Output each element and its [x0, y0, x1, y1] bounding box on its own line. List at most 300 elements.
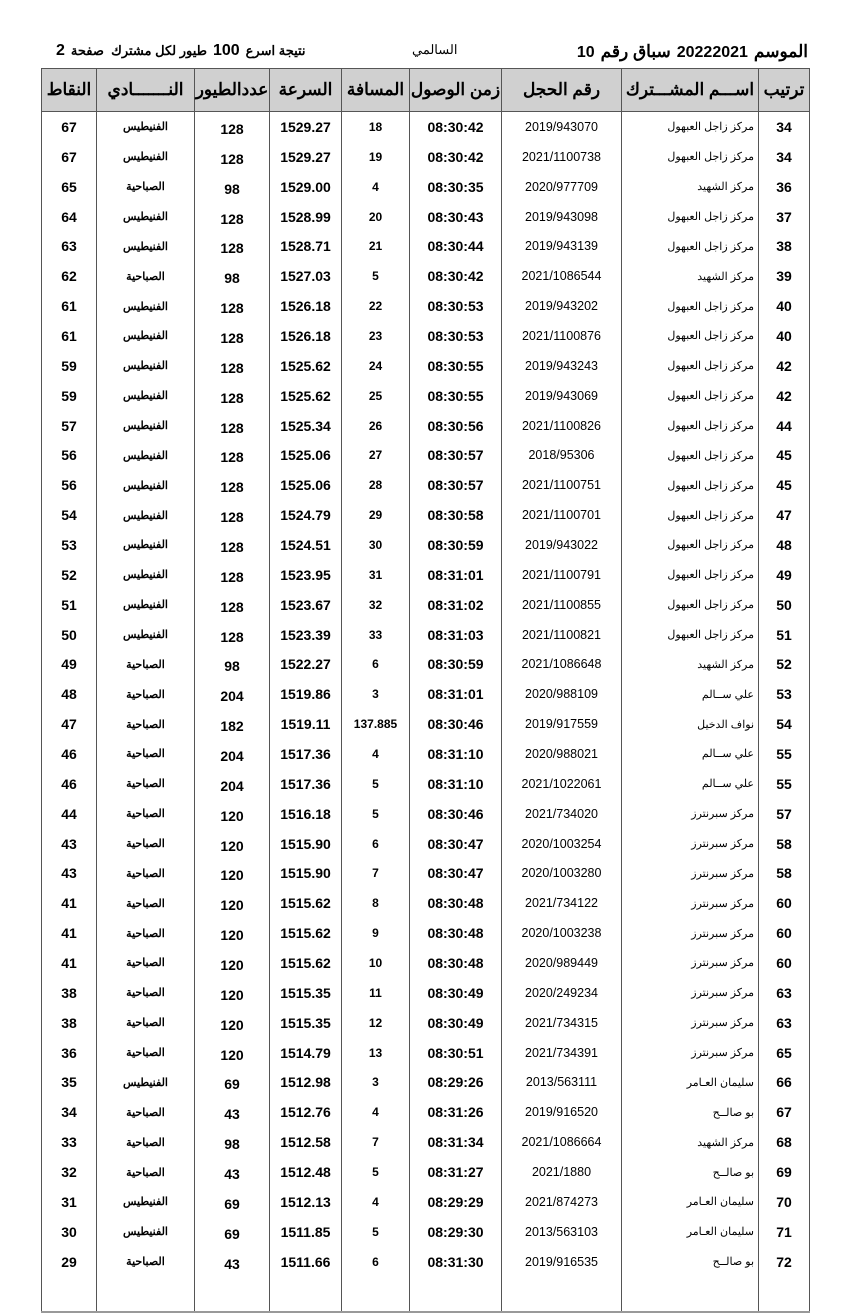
arrival-time-cell: 08:30:46: [410, 709, 502, 739]
ring-cell: 2021/1100876: [502, 321, 622, 351]
ring-cell: 2019/943243: [502, 351, 622, 381]
participant-cell: علي ســالم: [622, 769, 759, 799]
ring-cell: 2021/1880: [502, 1157, 622, 1187]
bird-count-cell: 69: [195, 1187, 270, 1217]
speed-cell: 1517.36: [270, 739, 342, 769]
ring-cell: 2021/734020: [502, 799, 622, 829]
participant-cell: مركز زاجل العبهول: [622, 590, 759, 620]
race-number: 10: [576, 44, 595, 61]
speed-cell: 1519.11: [270, 709, 342, 739]
arrival-time-cell: 08:30:48: [410, 948, 502, 978]
rank-cell: 40: [759, 321, 810, 351]
arrival-time-cell: 08:30:53: [410, 321, 502, 351]
speed-cell: 1515.62: [270, 948, 342, 978]
rank-cell: 67: [759, 1097, 810, 1127]
per-participant-label: طيور لكل مشترك: [111, 43, 207, 58]
distance-cell: 9: [342, 918, 410, 948]
points-cell: 65: [42, 172, 97, 202]
participant-cell: مركز زاجل العبهول: [622, 500, 759, 530]
ring-cell: 2019/943022: [502, 530, 622, 560]
bird-count-cell: 120: [195, 948, 270, 978]
speed-cell: 1516.18: [270, 799, 342, 829]
table-row: [42, 649, 810, 679]
bird-count-cell: 43: [195, 1157, 270, 1187]
bird-count-cell: 128: [195, 142, 270, 172]
empty-cell: [502, 1277, 622, 1312]
table-row: [42, 888, 810, 918]
empty-cell: [759, 1277, 810, 1312]
arrival-time-cell: 08:31:10: [410, 739, 502, 769]
col-rank: ترتيب: [759, 69, 810, 112]
points-cell: 31: [42, 1187, 97, 1217]
points-cell: 50: [42, 620, 97, 650]
table-row: [42, 560, 810, 590]
empty-cell: [342, 1277, 410, 1312]
points-cell: 54: [42, 500, 97, 530]
distance-cell: 31: [342, 560, 410, 590]
season-race-title: [571, 42, 808, 62]
participant-cell: مركز زاجل العبهول: [622, 411, 759, 441]
rank-cell: 69: [759, 1157, 810, 1187]
points-cell: 43: [42, 829, 97, 859]
table-row: [42, 590, 810, 620]
club-cell: الفنيطيس: [97, 620, 195, 650]
speed-cell: 1519.86: [270, 679, 342, 709]
club-cell: الفنيطيس: [97, 1187, 195, 1217]
distance-cell: 19: [342, 142, 410, 172]
points-cell: 41: [42, 888, 97, 918]
participant-cell: مركز سبرنترز: [622, 858, 759, 888]
bird-count-cell: 128: [195, 112, 270, 142]
ring-cell: 2021/1100821: [502, 620, 622, 650]
bird-count-cell: 120: [195, 858, 270, 888]
club-cell: الفنيطيس: [97, 560, 195, 590]
ring-cell: 2020/989449: [502, 948, 622, 978]
rank-cell: 65: [759, 1038, 810, 1068]
distance-cell: 11: [342, 978, 410, 1008]
bird-count-cell: 128: [195, 500, 270, 530]
empty-cell: [195, 1277, 270, 1312]
points-cell: 35: [42, 1068, 97, 1098]
bird-count-cell: 128: [195, 231, 270, 261]
participant-cell: مركز سبرنترز: [622, 918, 759, 948]
speed-cell: 1527.03: [270, 261, 342, 291]
rank-cell: 49: [759, 560, 810, 590]
distance-cell: 30: [342, 530, 410, 560]
distance-cell: 4: [342, 1187, 410, 1217]
rank-cell: 38: [759, 231, 810, 261]
points-cell: 46: [42, 769, 97, 799]
points-cell: 59: [42, 351, 97, 381]
ring-cell: 2019/943098: [502, 202, 622, 232]
participant-cell: مركز زاجل العبهول: [622, 351, 759, 381]
col-club: النـــــــادي: [97, 69, 195, 112]
speed-cell: 1526.18: [270, 291, 342, 321]
empty-cell: [42, 1277, 97, 1312]
points-cell: 53: [42, 530, 97, 560]
rank-cell: 71: [759, 1217, 810, 1247]
points-cell: 63: [42, 231, 97, 261]
col-points: النقاط: [42, 69, 97, 112]
rank-cell: 60: [759, 918, 810, 948]
club-cell: الصباحية: [97, 649, 195, 679]
points-cell: 49: [42, 649, 97, 679]
points-cell: 33: [42, 1127, 97, 1157]
rank-cell: 48: [759, 530, 810, 560]
arrival-time-cell: 08:31:01: [410, 560, 502, 590]
arrival-time-cell: 08:31:10: [410, 769, 502, 799]
participant-cell: مركز سبرنترز: [622, 978, 759, 1008]
club-cell: الصباحية: [97, 769, 195, 799]
table-row: [42, 739, 810, 769]
bird-count-cell: 98: [195, 1127, 270, 1157]
col-bird-count: عددالطيور: [195, 69, 270, 112]
rank-cell: 60: [759, 948, 810, 978]
table-row: [42, 142, 810, 172]
arrival-time-cell: 08:30:57: [410, 470, 502, 500]
arrival-time-cell: 08:31:30: [410, 1247, 502, 1277]
distance-cell: 29: [342, 500, 410, 530]
club-cell: الفنيطيس: [97, 440, 195, 470]
speed-cell: 1528.99: [270, 202, 342, 232]
arrival-time-cell: 08:30:43: [410, 202, 502, 232]
bird-count-cell: 182: [195, 709, 270, 739]
ring-cell: 2019/943070: [502, 112, 622, 142]
club-cell: الصباحية: [97, 1127, 195, 1157]
participant-cell: مركز زاجل العبهول: [622, 291, 759, 321]
participant-cell: مركز الشهيد: [622, 261, 759, 291]
ring-cell: 2013/563111: [502, 1068, 622, 1098]
club-cell: الصباحية: [97, 1008, 195, 1038]
arrival-time-cell: 08:31:03: [410, 620, 502, 650]
ring-cell: 2021/1086648: [502, 649, 622, 679]
table-row: [42, 1068, 810, 1098]
speed-cell: 1517.36: [270, 769, 342, 799]
participant-cell: مركز زاجل العبهول: [622, 620, 759, 650]
ring-cell: 2021/1100855: [502, 590, 622, 620]
bird-count-cell: 98: [195, 261, 270, 291]
ring-cell: 2021/1022061: [502, 769, 622, 799]
arrival-time-cell: 08:31:26: [410, 1097, 502, 1127]
club-cell: الصباحية: [97, 1038, 195, 1068]
season-label: الموسم: [753, 42, 808, 61]
rank-cell: 66: [759, 1068, 810, 1098]
col-ring: رقم الحجل: [502, 69, 622, 112]
rank-cell: 55: [759, 769, 810, 799]
table-row: [42, 1127, 810, 1157]
table-row: [42, 799, 810, 829]
speed-cell: 1522.27: [270, 649, 342, 679]
table-header-row: [42, 69, 810, 112]
table-row: [42, 172, 810, 202]
distance-cell: 27: [342, 440, 410, 470]
speed-cell: 1525.62: [270, 381, 342, 411]
points-cell: 43: [42, 858, 97, 888]
ring-cell: 2021/734315: [502, 1008, 622, 1038]
points-cell: 38: [42, 1008, 97, 1038]
arrival-time-cell: 08:30:46: [410, 799, 502, 829]
points-cell: 41: [42, 918, 97, 948]
ring-cell: 2020/977709: [502, 172, 622, 202]
points-cell: 59: [42, 381, 97, 411]
speed-cell: 1512.13: [270, 1187, 342, 1217]
table-filler-row: [42, 1277, 810, 1312]
ring-cell: 2021/1100738: [502, 142, 622, 172]
ring-cell: 2020/1003280: [502, 858, 622, 888]
page-number: 2: [56, 42, 65, 59]
rank-cell: 39: [759, 261, 810, 291]
club-cell: الفنيطيس: [97, 590, 195, 620]
rank-cell: 68: [759, 1127, 810, 1157]
ring-cell: 2020/1003238: [502, 918, 622, 948]
bird-count-cell: 128: [195, 530, 270, 560]
participant-cell: علي ســالم: [622, 739, 759, 769]
rank-cell: 42: [759, 381, 810, 411]
speed-cell: 1524.51: [270, 530, 342, 560]
ring-cell: 2019/917559: [502, 709, 622, 739]
arrival-time-cell: 08:31:01: [410, 679, 502, 709]
rank-cell: 70: [759, 1187, 810, 1217]
participant-cell: مركز زاجل العبهول: [622, 202, 759, 232]
speed-cell: 1526.18: [270, 321, 342, 351]
points-cell: 32: [42, 1157, 97, 1187]
ring-cell: 2020/988109: [502, 679, 622, 709]
speed-cell: 1528.71: [270, 231, 342, 261]
arrival-time-cell: 08:30:55: [410, 381, 502, 411]
arrival-time-cell: 08:29:30: [410, 1217, 502, 1247]
ring-cell: 2019/943139: [502, 231, 622, 261]
club-cell: الصباحية: [97, 679, 195, 709]
arrival-time-cell: 08:30:47: [410, 858, 502, 888]
rank-cell: 60: [759, 888, 810, 918]
ring-cell: 2021/734122: [502, 888, 622, 918]
distance-cell: 8: [342, 888, 410, 918]
bird-count-cell: 98: [195, 172, 270, 202]
distance-cell: 13: [342, 1038, 410, 1068]
speed-cell: 1523.67: [270, 590, 342, 620]
table-row: [42, 1097, 810, 1127]
rank-cell: 42: [759, 351, 810, 381]
arrival-time-cell: 08:30:51: [410, 1038, 502, 1068]
table-row: [42, 530, 810, 560]
bird-count-cell: 43: [195, 1097, 270, 1127]
speed-cell: 1529.27: [270, 112, 342, 142]
points-cell: 47: [42, 709, 97, 739]
club-cell: الصباحية: [97, 739, 195, 769]
ring-cell: 2021/1100826: [502, 411, 622, 441]
bird-count-cell: 120: [195, 1008, 270, 1038]
distance-cell: 5: [342, 1157, 410, 1187]
speed-cell: 1529.27: [270, 142, 342, 172]
table-row: [42, 948, 810, 978]
table-row: [42, 1247, 810, 1277]
table-row: [42, 500, 810, 530]
empty-cell: [270, 1277, 342, 1312]
ring-cell: 2020/988021: [502, 739, 622, 769]
points-cell: 61: [42, 291, 97, 321]
arrival-time-cell: 08:30:48: [410, 918, 502, 948]
bird-count-cell: 120: [195, 1038, 270, 1068]
participant-cell: مركز سبرنترز: [622, 888, 759, 918]
participant-cell: مركز سبرنترز: [622, 1038, 759, 1068]
arrival-time-cell: 08:30:44: [410, 231, 502, 261]
results-table: [41, 68, 810, 1313]
points-cell: 34: [42, 1097, 97, 1127]
club-cell: الفنيطيس: [97, 411, 195, 441]
distance-cell: 6: [342, 1247, 410, 1277]
rank-cell: 51: [759, 620, 810, 650]
arrival-time-cell: 08:31:27: [410, 1157, 502, 1187]
points-cell: 30: [42, 1217, 97, 1247]
ring-cell: 2021/1100791: [502, 560, 622, 590]
bird-count-cell: 128: [195, 470, 270, 500]
table-row: [42, 1217, 810, 1247]
participant-cell: بو صالــح: [622, 1097, 759, 1127]
distance-cell: 5: [342, 799, 410, 829]
ring-cell: 2021/734391: [502, 1038, 622, 1068]
participant-cell: مركز الشهيد: [622, 1127, 759, 1157]
bird-count-cell: 120: [195, 799, 270, 829]
rank-cell: 47: [759, 500, 810, 530]
speed-cell: 1525.06: [270, 470, 342, 500]
ring-cell: 2021/1086664: [502, 1127, 622, 1157]
distance-cell: 24: [342, 351, 410, 381]
distance-cell: 21: [342, 231, 410, 261]
points-cell: 41: [42, 948, 97, 978]
bird-count-cell: 128: [195, 411, 270, 441]
bird-count-cell: 128: [195, 560, 270, 590]
bird-count-cell: 69: [195, 1217, 270, 1247]
points-cell: 29: [42, 1247, 97, 1277]
points-cell: 51: [42, 590, 97, 620]
distance-cell: 5: [342, 261, 410, 291]
participant-cell: مركز زاجل العبهول: [622, 470, 759, 500]
speed-cell: 1523.39: [270, 620, 342, 650]
speed-cell: 1515.35: [270, 978, 342, 1008]
rank-cell: 63: [759, 1008, 810, 1038]
empty-cell: [97, 1277, 195, 1312]
arrival-time-cell: 08:30:42: [410, 261, 502, 291]
arrival-time-cell: 08:29:29: [410, 1187, 502, 1217]
club-cell: الفنيطيس: [97, 530, 195, 560]
speed-cell: 1525.62: [270, 351, 342, 381]
ring-cell: 2021/1100751: [502, 470, 622, 500]
club-cell: الفنيطيس: [97, 321, 195, 351]
points-cell: 64: [42, 202, 97, 232]
speed-cell: 1512.98: [270, 1068, 342, 1098]
arrival-time-cell: 08:30:55: [410, 351, 502, 381]
club-cell: الصباحية: [97, 888, 195, 918]
table-row: [42, 620, 810, 650]
points-cell: 62: [42, 261, 97, 291]
table-row: [42, 978, 810, 1008]
points-cell: 61: [42, 321, 97, 351]
arrival-time-cell: 08:30:49: [410, 978, 502, 1008]
table-row: [42, 858, 810, 888]
bird-count: 100: [212, 42, 240, 59]
distance-cell: 28: [342, 470, 410, 500]
club-cell: الفنيطيس: [97, 112, 195, 142]
club-cell: الصباحية: [97, 858, 195, 888]
arrival-time-cell: 08:31:02: [410, 590, 502, 620]
rank-cell: 63: [759, 978, 810, 1008]
club-cell: الفنيطيس: [97, 470, 195, 500]
table-row: [42, 709, 810, 739]
speed-cell: 1515.35: [270, 1008, 342, 1038]
participant-cell: مركز الشهيد: [622, 172, 759, 202]
points-cell: 44: [42, 799, 97, 829]
table-row: [42, 321, 810, 351]
bird-count-cell: 128: [195, 202, 270, 232]
table-row: [42, 411, 810, 441]
ring-cell: 2019/943069: [502, 381, 622, 411]
col-arrival: زمن الوصول: [410, 69, 502, 112]
speed-cell: 1515.90: [270, 858, 342, 888]
distance-cell: 25: [342, 381, 410, 411]
club-cell: الصباحية: [97, 1157, 195, 1187]
table-row: [42, 918, 810, 948]
arrival-time-cell: 08:30:47: [410, 829, 502, 859]
ring-cell: 2013/563103: [502, 1217, 622, 1247]
participant-cell: مركز سبرنترز: [622, 799, 759, 829]
bird-count-cell: 128: [195, 590, 270, 620]
rank-cell: 57: [759, 799, 810, 829]
ring-cell: 2021/1086544: [502, 261, 622, 291]
table-row: [42, 1008, 810, 1038]
club-cell: الصباحية: [97, 1097, 195, 1127]
club-cell: الفنيطيس: [97, 231, 195, 261]
speed-cell: 1515.62: [270, 888, 342, 918]
result-label: نتيجة اسرع: [245, 43, 306, 58]
distance-cell: 26: [342, 411, 410, 441]
ring-cell: 2020/1003254: [502, 829, 622, 859]
ring-cell: 2021/874273: [502, 1187, 622, 1217]
participant-cell: بو صالــح: [622, 1247, 759, 1277]
arrival-time-cell: 08:30:57: [410, 440, 502, 470]
ring-cell: 2019/943202: [502, 291, 622, 321]
table-row: [42, 1038, 810, 1068]
distance-cell: 18: [342, 112, 410, 142]
points-cell: 38: [42, 978, 97, 1008]
speed-cell: 1523.95: [270, 560, 342, 590]
speed-cell: 1515.62: [270, 918, 342, 948]
distance-cell: 4: [342, 1097, 410, 1127]
season-value: 20222021: [676, 44, 748, 61]
bird-count-cell: 128: [195, 440, 270, 470]
speed-cell: 1525.06: [270, 440, 342, 470]
bird-count-cell: 204: [195, 769, 270, 799]
rank-cell: 40: [759, 291, 810, 321]
table-row: [42, 470, 810, 500]
bird-count-cell: 43: [195, 1247, 270, 1277]
points-cell: 48: [42, 679, 97, 709]
club-cell: الفنيطيس: [97, 291, 195, 321]
arrival-time-cell: 08:30:58: [410, 500, 502, 530]
distance-cell: 10: [342, 948, 410, 978]
points-cell: 56: [42, 470, 97, 500]
distance-cell: 23: [342, 321, 410, 351]
arrival-time-cell: 08:30:48: [410, 888, 502, 918]
ring-cell: 2019/916535: [502, 1247, 622, 1277]
table-row: [42, 381, 810, 411]
speed-cell: 1525.34: [270, 411, 342, 441]
points-cell: 52: [42, 560, 97, 590]
table-row: [42, 829, 810, 859]
distance-cell: 7: [342, 1127, 410, 1157]
bird-count-cell: 120: [195, 978, 270, 1008]
table-row: [42, 679, 810, 709]
arrival-time-cell: 08:30:42: [410, 142, 502, 172]
